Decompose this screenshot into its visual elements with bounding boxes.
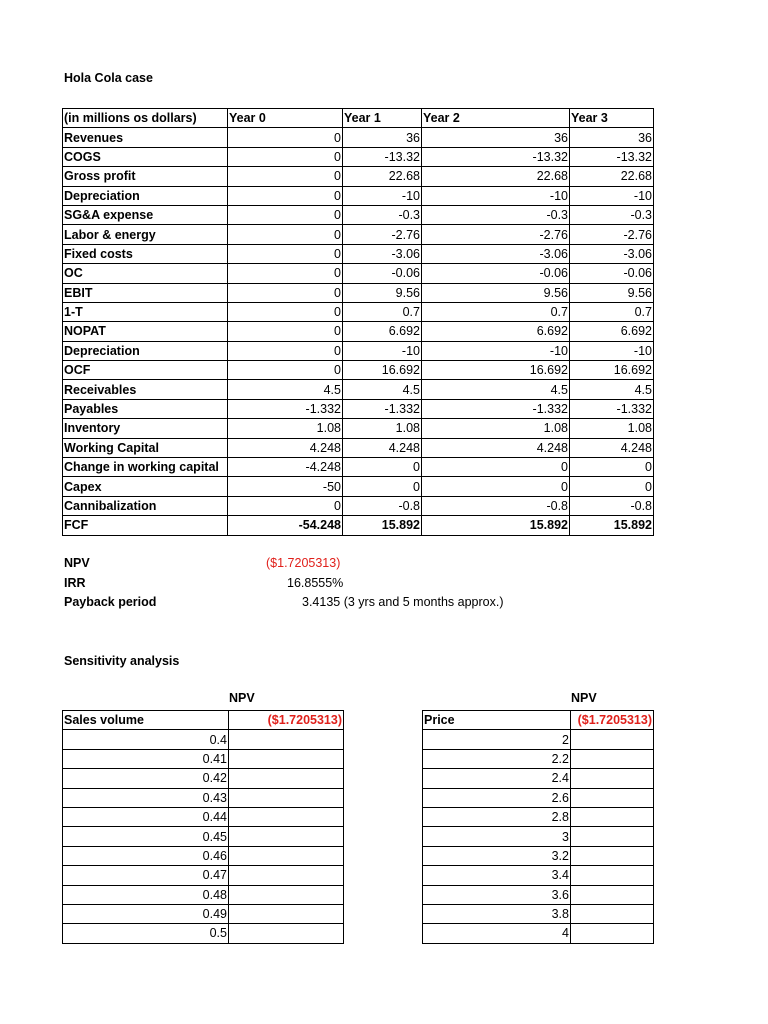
- cell-year-3: -0.06: [570, 264, 654, 283]
- table-row: [63, 147, 654, 166]
- header-year-0: Year 0: [228, 109, 343, 128]
- cell-year-0: 1.08: [228, 419, 343, 438]
- cell-year-2: 4.248: [422, 438, 570, 457]
- row-label: Labor & energy: [63, 225, 228, 244]
- payback-value: 3.4135 (3 yrs and 5 months approx.): [302, 595, 504, 609]
- cell-year-0: 0: [228, 302, 343, 321]
- row-label: Depreciation: [63, 341, 228, 360]
- price-npv-cell: [571, 827, 654, 846]
- cell-year-3: 4.5: [570, 380, 654, 399]
- cell-year-3: 6.692: [570, 322, 654, 341]
- row-label: OCF: [63, 361, 228, 380]
- volume-input-value: 0.46: [63, 846, 229, 865]
- table-row: [423, 924, 654, 943]
- cell-year-0: 0: [228, 322, 343, 341]
- price-npv-cell: [571, 904, 654, 923]
- table-row: [63, 846, 344, 865]
- price-input-value: 3: [423, 827, 571, 846]
- row-label: Payables: [63, 399, 228, 418]
- cell-year-1: -2.76: [343, 225, 422, 244]
- cell-year-2: -0.8: [422, 496, 570, 515]
- table-row: [63, 827, 344, 846]
- table-row: [63, 302, 654, 321]
- cell-year-2: -10: [422, 341, 570, 360]
- table-row: [423, 769, 654, 788]
- cell-year-3: -3.06: [570, 244, 654, 263]
- price-input-value: 2.8: [423, 807, 571, 826]
- volume-input-value: 0.49: [63, 904, 229, 923]
- volume-npv-cell: [229, 924, 344, 943]
- cell-year-0: 0: [228, 147, 343, 166]
- table-row: [63, 264, 654, 283]
- cell-year-3: 36: [570, 128, 654, 147]
- cell-year-2: 9.56: [422, 283, 570, 302]
- table-row: [63, 807, 344, 826]
- cell-year-3: -0.8: [570, 496, 654, 515]
- cell-year-0: 0: [228, 128, 343, 147]
- table-row: [63, 419, 654, 438]
- cell-year-1: 36: [343, 128, 422, 147]
- volume-input-value: 0.47: [63, 866, 229, 885]
- volume-sensitivity-table: [62, 710, 344, 944]
- price-npv-cell: [571, 846, 654, 865]
- cell-year-0: 0: [228, 496, 343, 515]
- volume-npv-cell: [229, 769, 344, 788]
- table-row: [63, 225, 654, 244]
- volume-base-npv: ($1.7205313): [229, 711, 344, 730]
- table-row: [423, 788, 654, 807]
- price-input-value: 3.2: [423, 846, 571, 865]
- cell-year-0: -54.248: [228, 516, 343, 535]
- cell-year-2: -0.06: [422, 264, 570, 283]
- cell-year-3: 0.7: [570, 302, 654, 321]
- cell-year-2: 6.692: [422, 322, 570, 341]
- price-sensitivity-table: [422, 710, 654, 944]
- price-npv-header: NPV: [571, 691, 597, 705]
- table-row: [63, 885, 344, 904]
- table-header-row: [423, 711, 654, 730]
- row-label: Revenues: [63, 128, 228, 147]
- volume-input-value: 0.42: [63, 769, 229, 788]
- cell-year-3: 9.56: [570, 283, 654, 302]
- table-row: [63, 730, 344, 749]
- price-input-value: 3.8: [423, 904, 571, 923]
- cell-year-2: -13.32: [422, 147, 570, 166]
- cell-year-1: -0.06: [343, 264, 422, 283]
- irr-value: 16.8555%: [287, 576, 344, 590]
- row-label: Fixed costs: [63, 244, 228, 263]
- table-row: [423, 730, 654, 749]
- cell-year-2: -1.332: [422, 399, 570, 418]
- cell-year-2: -10: [422, 186, 570, 205]
- payback-label: Payback period: [64, 595, 157, 609]
- cell-year-0: 0: [228, 225, 343, 244]
- price-npv-cell: [571, 866, 654, 885]
- table-row: [63, 496, 654, 515]
- volume-input-value: 0.45: [63, 827, 229, 846]
- volume-npv-cell: [229, 846, 344, 865]
- volume-npv-cell: [229, 788, 344, 807]
- page-title: Hola Cola case: [64, 71, 153, 85]
- npv-label: NPV: [64, 556, 90, 570]
- table-row: [63, 904, 344, 923]
- cell-year-3: -10: [570, 186, 654, 205]
- price-input-value: 2.6: [423, 788, 571, 807]
- cell-year-0: 4.248: [228, 438, 343, 457]
- cell-year-1: -3.06: [343, 244, 422, 263]
- cell-year-2: 15.892: [422, 516, 570, 535]
- row-label: Change in working capital: [63, 458, 228, 477]
- price-input-value: 2.2: [423, 749, 571, 768]
- cell-year-1: 0: [343, 477, 422, 496]
- cell-year-0: 0: [228, 264, 343, 283]
- cell-year-2: 4.5: [422, 380, 570, 399]
- table-row: [63, 322, 654, 341]
- cell-year-1: 15.892: [343, 516, 422, 535]
- row-label: Cannibalization: [63, 496, 228, 515]
- cell-year-0: 0: [228, 283, 343, 302]
- volume-npv-cell: [229, 885, 344, 904]
- table-header-row: [63, 711, 344, 730]
- volume-npv-cell: [229, 904, 344, 923]
- table-row: [63, 128, 654, 147]
- volume-npv-header: NPV: [229, 691, 255, 705]
- table-row: [63, 866, 344, 885]
- cell-year-2: 16.692: [422, 361, 570, 380]
- row-label: Capex: [63, 477, 228, 496]
- volume-npv-cell: [229, 730, 344, 749]
- table-row: [63, 788, 344, 807]
- table-row: [63, 477, 654, 496]
- cell-year-1: 4.248: [343, 438, 422, 457]
- cell-year-1: 0: [343, 458, 422, 477]
- table-row: [63, 205, 654, 224]
- header-year-2: Year 2: [422, 109, 570, 128]
- price-input-value: 2.4: [423, 769, 571, 788]
- table-row: [63, 924, 344, 943]
- row-label: EBIT: [63, 283, 228, 302]
- cell-year-3: 16.692: [570, 361, 654, 380]
- volume-label: Sales volume: [63, 711, 229, 730]
- cell-year-0: 0: [228, 341, 343, 360]
- volume-npv-cell: [229, 749, 344, 768]
- cell-year-2: -3.06: [422, 244, 570, 263]
- cell-year-0: -1.332: [228, 399, 343, 418]
- header-label: (in millions os dollars): [63, 109, 228, 128]
- price-npv-cell: [571, 788, 654, 807]
- volume-input-value: 0.48: [63, 885, 229, 904]
- price-input-value: 3.6: [423, 885, 571, 904]
- cell-year-2: -2.76: [422, 225, 570, 244]
- table-row: [423, 904, 654, 923]
- row-label: Gross profit: [63, 167, 228, 186]
- price-npv-cell: [571, 807, 654, 826]
- header-year-3: Year 3: [570, 109, 654, 128]
- cell-year-1: -0.3: [343, 205, 422, 224]
- cell-year-0: 0: [228, 205, 343, 224]
- table-row: [423, 866, 654, 885]
- row-label: Receivables: [63, 380, 228, 399]
- table-row: [63, 167, 654, 186]
- cell-year-2: 22.68: [422, 167, 570, 186]
- cell-year-1: 9.56: [343, 283, 422, 302]
- volume-input-value: 0.4: [63, 730, 229, 749]
- cell-year-1: 1.08: [343, 419, 422, 438]
- cell-year-0: -50: [228, 477, 343, 496]
- table-row: [63, 361, 654, 380]
- table-row: [63, 769, 344, 788]
- cell-year-1: -0.8: [343, 496, 422, 515]
- table-row: [63, 399, 654, 418]
- table-row: [423, 807, 654, 826]
- cell-year-1: -1.332: [343, 399, 422, 418]
- cell-year-1: 0.7: [343, 302, 422, 321]
- cell-year-2: 36: [422, 128, 570, 147]
- npv-value: ($1.7205313): [266, 556, 341, 570]
- row-label: Depreciation: [63, 186, 228, 205]
- cell-year-3: 0: [570, 477, 654, 496]
- cell-year-3: 4.248: [570, 438, 654, 457]
- cell-year-1: 6.692: [343, 322, 422, 341]
- row-label: OC: [63, 264, 228, 283]
- cell-year-2: 0.7: [422, 302, 570, 321]
- table-row: [63, 186, 654, 205]
- price-npv-cell: [571, 885, 654, 904]
- cell-year-3: 0: [570, 458, 654, 477]
- cashflow-table: [62, 108, 654, 536]
- irr-label: IRR: [64, 576, 86, 590]
- cell-year-0: 0: [228, 361, 343, 380]
- volume-npv-cell: [229, 827, 344, 846]
- price-npv-cell: [571, 749, 654, 768]
- cell-year-3: 1.08: [570, 419, 654, 438]
- table-header-row: [63, 109, 654, 128]
- row-label: Working Capital: [63, 438, 228, 457]
- price-npv-cell: [571, 924, 654, 943]
- cell-year-3: -2.76: [570, 225, 654, 244]
- row-label: SG&A expense: [63, 205, 228, 224]
- table-row: [63, 438, 654, 457]
- row-label: Inventory: [63, 419, 228, 438]
- table-row: [423, 827, 654, 846]
- cell-year-1: -10: [343, 186, 422, 205]
- table-row: [423, 749, 654, 768]
- table-row: [63, 458, 654, 477]
- cell-year-2: 0: [422, 458, 570, 477]
- row-label: COGS: [63, 147, 228, 166]
- price-npv-cell: [571, 730, 654, 749]
- price-base-npv: ($1.7205313): [571, 711, 654, 730]
- cell-year-1: -13.32: [343, 147, 422, 166]
- sensitivity-title: Sensitivity analysis: [64, 654, 180, 668]
- table-row: [423, 885, 654, 904]
- cell-year-0: 0: [228, 186, 343, 205]
- cell-year-1: 16.692: [343, 361, 422, 380]
- volume-input-value: 0.41: [63, 749, 229, 768]
- header-year-1: Year 1: [343, 109, 422, 128]
- cell-year-3: -1.332: [570, 399, 654, 418]
- volume-npv-cell: [229, 866, 344, 885]
- row-label: 1-T: [63, 302, 228, 321]
- volume-input-value: 0.5: [63, 924, 229, 943]
- cell-year-1: -10: [343, 341, 422, 360]
- volume-npv-cell: [229, 807, 344, 826]
- cell-year-0: 0: [228, 167, 343, 186]
- table-row: [63, 380, 654, 399]
- cell-year-2: -0.3: [422, 205, 570, 224]
- cell-year-3: -10: [570, 341, 654, 360]
- cell-year-2: 0: [422, 477, 570, 496]
- table-row: [63, 244, 654, 263]
- cell-year-3: 22.68: [570, 167, 654, 186]
- cell-year-0: 4.5: [228, 380, 343, 399]
- table-row: [63, 516, 654, 535]
- volume-input-value: 0.43: [63, 788, 229, 807]
- price-input-value: 4: [423, 924, 571, 943]
- cell-year-3: -0.3: [570, 205, 654, 224]
- price-input-value: 3.4: [423, 866, 571, 885]
- cell-year-2: 1.08: [422, 419, 570, 438]
- price-npv-cell: [571, 769, 654, 788]
- cell-year-0: -4.248: [228, 458, 343, 477]
- cell-year-0: 0: [228, 244, 343, 263]
- table-row: [63, 283, 654, 302]
- price-label: Price: [423, 711, 571, 730]
- table-row: [423, 846, 654, 865]
- row-label: NOPAT: [63, 322, 228, 341]
- table-row: [63, 749, 344, 768]
- cell-year-1: 22.68: [343, 167, 422, 186]
- cell-year-3: 15.892: [570, 516, 654, 535]
- row-label: FCF: [63, 516, 228, 535]
- price-input-value: 2: [423, 730, 571, 749]
- table-row: [63, 341, 654, 360]
- cell-year-1: 4.5: [343, 380, 422, 399]
- cell-year-3: -13.32: [570, 147, 654, 166]
- volume-input-value: 0.44: [63, 807, 229, 826]
